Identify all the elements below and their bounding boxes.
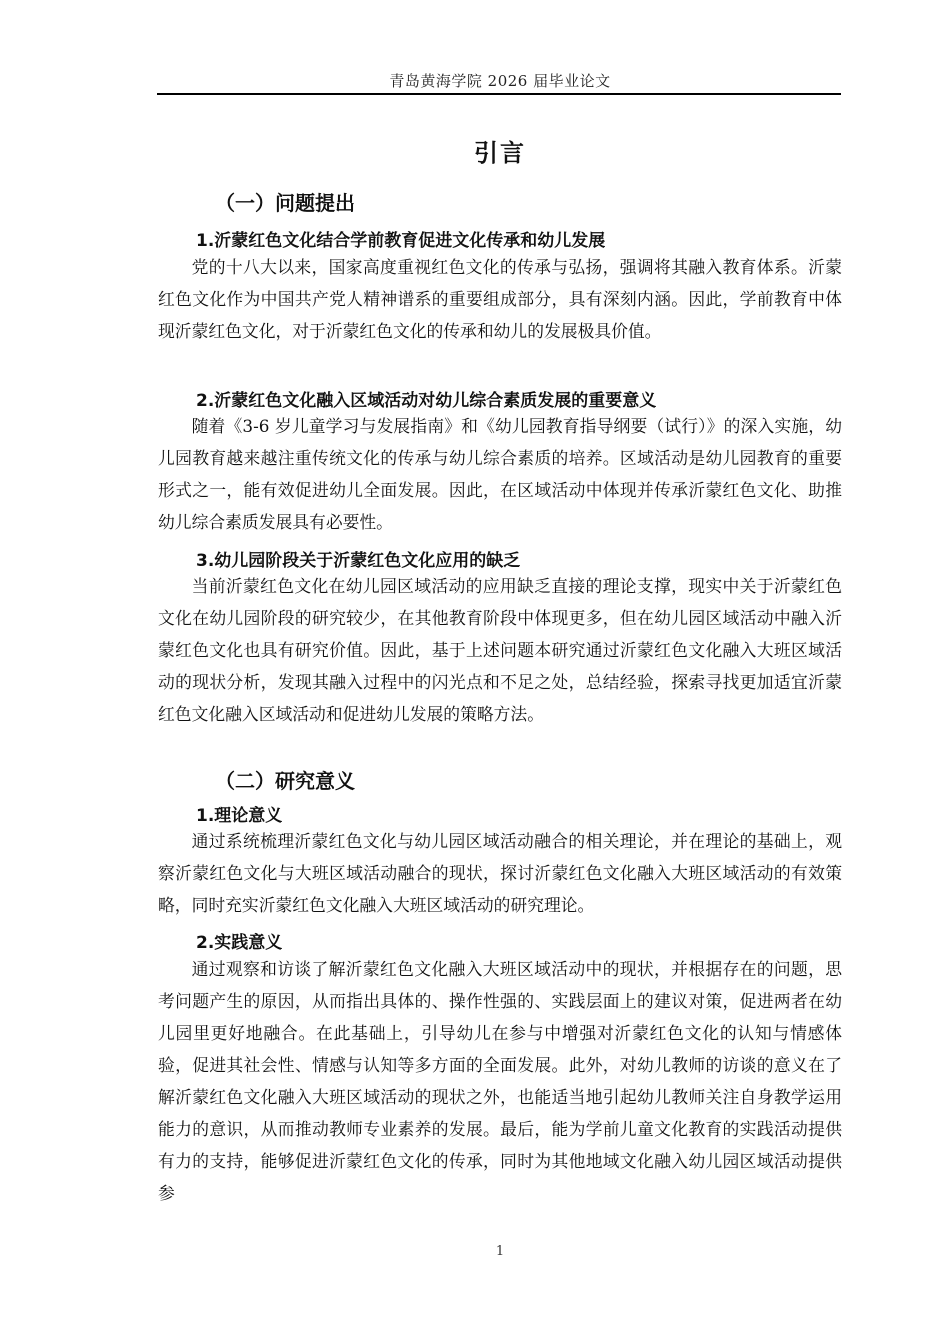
subsection-heading-1-2: 2.沂蒙红色文化融入区域活动对幼儿综合素质发展的重要意义 <box>196 391 657 411</box>
paragraph-1-3: 当前沂蒙红色文化在幼儿园区域活动的应用缺乏直接的理论支撑，现实中关于沂蒙红色文化在幼儿园阶段的研究较少，在其他教育阶段中体现更多，但在幼儿园区域活动中融入沂蒙红色文化也具有研究价值。因此，基于上述问题本研究通过沂蒙红色文化融入大班区域活动的现状分析，发现其融入过程中的闪光点和不足之处，总结经验，探索寻找更加适宜沂蒙红色文化融入区域活动和促进幼儿发展的策略方法。 <box>158 576 842 724</box>
subsection-heading-2-2: 2.实践意义 <box>196 933 283 953</box>
running-header-title: 青岛黄海学院 2026 届毕业论文 <box>389 72 611 90</box>
paragraph-2-1: 通过系统梳理沂蒙红色文化与幼儿园区域活动融合的相关理论，并在理论的基础上，观察沂蒙红色文化与大班区域活动融合的现状，探讨沂蒙红色文化融入大班区域活动的有效策略，同时充实沂蒙红色文化融入大班区域活动的研究理论。 <box>158 831 842 915</box>
page-title: 引言 <box>474 139 526 167</box>
section-heading-significance: （二）研究意义 <box>215 769 355 793</box>
subsection-heading-2-1: 1.理论意义 <box>196 806 283 826</box>
paragraph-1-1: 党的十八大以来，国家高度重视红色文化的传承与弘扬，强调将其融入教育体系。沂蒙红色文化作为中国共产党人精神谱系的重要组成部分，具有深刻内涵。因此，学前教育中体现沂蒙红色文化，对于沂蒙红色文化的传承和幼儿的发展极具价值。 <box>158 257 842 341</box>
header-divider <box>157 93 841 95</box>
subsection-heading-1-1: 1.沂蒙红色文化结合学前教育促进文化传承和幼儿发展 <box>196 231 606 251</box>
paragraph-2-2: 通过观察和访谈了解沂蒙红色文化融入大班区域活动中的现状，并根据存在的问题，思考问题产生的原因，从而指出具体的、操作性强的、实践层面上的建议对策，促进两者在幼儿园里更好地融合。在此基础上，引导幼儿在参与中增强对沂蒙红色文化的认知与情感体验，促进其社会性、情感与认知等多方面的全面发展。此外，对幼儿教师的访谈的意义在了解沂蒙红色文化融入大班区域活动的现状之外，也能适当地引起幼儿教师关注自身教学运用能力的意识，从而推动教师专业素养的发展。最后，能为学前儿童文化教育的实践活动提供有力的支持，能够促进沂蒙红色文化的传承，同时为其他地域文化融入幼儿园区域活动提供参 <box>158 959 842 1203</box>
page-number: 1 <box>495 1244 505 1259</box>
section-heading-problem: （一）问题提出 <box>215 191 355 215</box>
paragraph-1-2: 随着《3-6 岁儿童学习与发展指南》和《幼儿园教育指导纲要（试行）》的深入实施，幼儿园教育越来越注重传统文化的传承与幼儿综合素质的培养。区域活动是幼儿园教育的重要形式之一，能有效促进幼儿全面发展。因此，在区域活动中体现并传承沂蒙红色文化、助推幼儿综合素质发展具有必要性。 <box>158 416 842 532</box>
subsection-heading-1-3: 3.幼儿园阶段关于沂蒙红色文化应用的缺乏 <box>196 551 521 571</box>
